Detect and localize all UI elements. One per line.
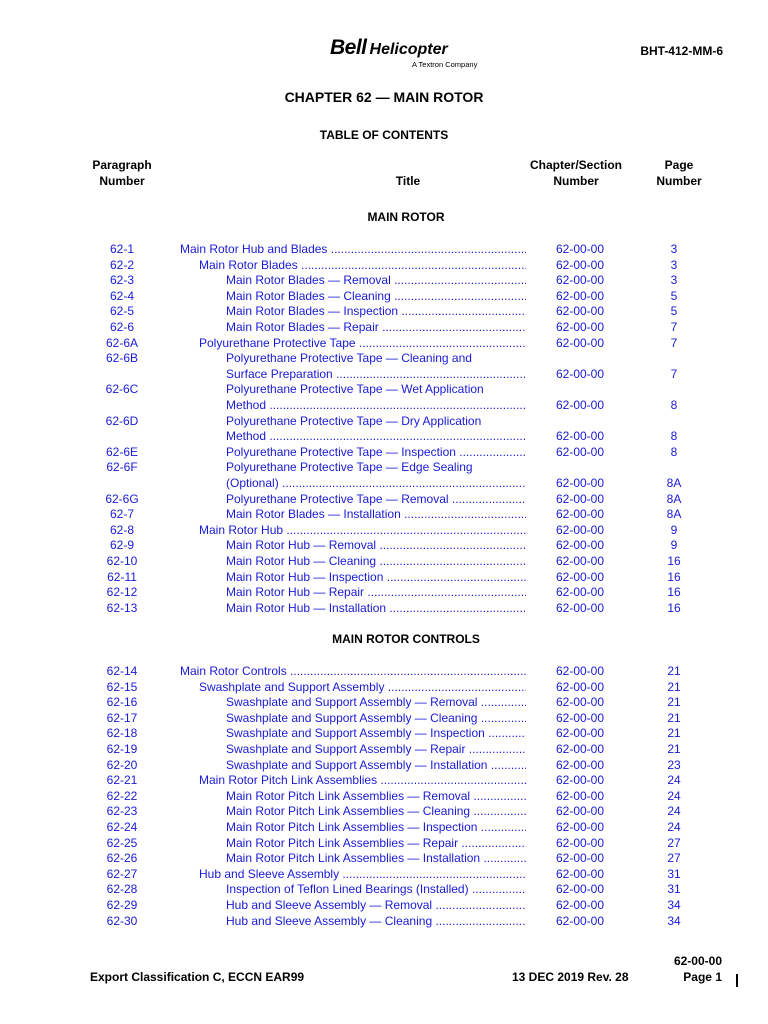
toc-row[interactable] — [0, 757, 768, 773]
toc-title-link[interactable]: Main Rotor Hub — Installation ..... — [226, 600, 526, 616]
toc-row[interactable] — [0, 866, 768, 882]
toc-chapter-section: 62-00-00 — [555, 695, 605, 710]
toc-chapter-section: 62-00-00 — [555, 600, 605, 615]
toc-page-number[interactable]: 7 — [670, 335, 678, 350]
toc-row[interactable] — [0, 272, 768, 288]
toc-para-number: 62-6C — [105, 382, 139, 397]
column-header-paragraph-line2: Number — [99, 174, 145, 188]
footer-section-id: 62-00-00 — [673, 954, 722, 968]
toc-row[interactable] — [0, 850, 768, 866]
column-header-page-number — [638, 157, 720, 189]
toc-row[interactable] — [0, 506, 768, 522]
toc-row[interactable] — [0, 788, 768, 804]
toc-chapter-section: 62-00-00 — [555, 273, 605, 288]
toc-title-link[interactable]: Polyurethane Protective Tape — Edge Sealing — [226, 460, 473, 475]
toc-page-number[interactable]: 3 — [670, 273, 678, 288]
toc-row[interactable] — [0, 288, 768, 304]
footer-export-classification: Export Classification C, ECCN EAR99 — [90, 970, 305, 984]
toc-chapter-section: 62-00-00 — [555, 304, 605, 319]
toc-chapter-section: 62-00-00 — [555, 522, 605, 537]
toc-row[interactable] — [0, 381, 768, 397]
column-header-paragraph-line1: Paragraph — [92, 158, 152, 172]
toc-title-link[interactable]: Main Rotor Hub — Repair ..... — [226, 584, 526, 600]
toc-title-link[interactable]: Polyurethane Protective Tape — Inspection ..... — [226, 444, 526, 460]
toc-title-link[interactable]: Main Rotor Pitch Link Assemblies — Removal ..... — [226, 788, 526, 804]
bell-helicopter-logo — [330, 36, 490, 72]
toc-page-number[interactable]: 27 — [667, 835, 681, 850]
toc-page-number[interactable]: 16 — [667, 600, 681, 615]
toc-title-link[interactable]: Swashplate and Support Assembly ..... — [199, 679, 526, 695]
toc-chapter-section: 62-00-00 — [555, 773, 605, 788]
toc-page-number[interactable]: 23 — [667, 757, 681, 772]
toc-title-link[interactable]: Main Rotor Blades — Inspection ..... — [226, 303, 526, 319]
toc-para-number: 62-15 — [106, 679, 138, 694]
toc-title-link[interactable]: Inspection of Teflon Lined Bearings (Installed) ..... — [226, 881, 526, 897]
toc-chapter-section: 62-00-00 — [555, 554, 605, 568]
toc-chapter-section: 62-00-00 — [555, 429, 605, 444]
toc-page-number[interactable]: 21 — [667, 710, 681, 725]
column-header-page-line1: Page — [664, 158, 694, 172]
toc-row[interactable] — [0, 569, 768, 585]
toc-title-link[interactable]: Swashplate and Support Assembly — Repair ..... — [226, 741, 526, 757]
toc-para-number: 62-16 — [106, 695, 138, 710]
toc-row[interactable] — [0, 600, 768, 616]
toc-row[interactable] — [0, 710, 768, 726]
toc-page-number[interactable]: 3 — [670, 257, 678, 272]
toc-page-number[interactable]: 21 — [667, 726, 681, 741]
toc-page-number[interactable]: 21 — [667, 695, 681, 710]
toc-title-link[interactable]: Polyurethane Protective Tape ..... — [199, 335, 526, 351]
toc-para-number: 62-8 — [109, 522, 135, 537]
toc-para-number: 62-6B — [105, 351, 139, 366]
column-header-title: Title — [395, 174, 421, 188]
toc-para-number: 62-6F — [106, 460, 138, 475]
toc-para-number: 62-6D — [105, 413, 139, 428]
toc-title-link[interactable]: Method ..... — [226, 397, 526, 413]
column-header-paragraph-number — [77, 157, 167, 189]
toc-page-number[interactable]: 27 — [667, 851, 681, 866]
toc-row[interactable] — [0, 663, 768, 679]
toc-para-number: 62-6 — [109, 320, 135, 334]
toc-chapter-section: 62-00-00 — [555, 835, 605, 850]
toc-row[interactable] — [0, 881, 768, 897]
toc-para-number: 62-26 — [106, 851, 138, 866]
toc-title-link[interactable]: Swashplate and Support Assembly — Inspection ..... — [226, 725, 526, 741]
toc-page-number[interactable]: 8 — [670, 398, 678, 412]
toc-page-number[interactable]: 5 — [670, 304, 678, 319]
manual-id: BHT-412-MM-6 — [640, 44, 723, 58]
toc-para-number: 62-6G — [105, 491, 139, 506]
toc-para-number: 62-4 — [109, 288, 135, 303]
toc-chapter-section: 62-00-00 — [555, 257, 605, 272]
footer-page-number: Page 1 — [683, 970, 722, 984]
toc-row[interactable] — [0, 303, 768, 319]
toc-para-number: 62-29 — [106, 898, 138, 912]
toc-title-link[interactable]: Hub and Sleeve Assembly ..... — [199, 866, 526, 882]
toc-page-number[interactable]: 8 — [670, 444, 678, 459]
toc-title-link[interactable]: Polyurethane Protective Tape — Dry Application — [226, 413, 482, 428]
toc-chapter-section: 62-00-00 — [555, 882, 605, 897]
toc-para-number: 62-28 — [106, 882, 138, 897]
toc-title-link[interactable]: Hub and Sleeve Assembly — Cleaning ..... — [226, 913, 526, 929]
toc-chapter-section: 62-00-00 — [555, 804, 605, 819]
column-header-chapter-section-line1: Chapter/Section — [529, 158, 622, 172]
toc-para-number: 62-1 — [109, 242, 135, 256]
toc-row[interactable] — [0, 772, 768, 788]
toc-row[interactable] — [0, 428, 768, 444]
toc-page-number[interactable]: 9 — [670, 522, 678, 537]
toc-row[interactable] — [0, 459, 768, 475]
toc-row[interactable] — [0, 397, 768, 413]
toc-chapter-section: 62-00-00 — [555, 491, 605, 506]
footer-date-revision: 13 DEC 2019 Rev. 28 — [512, 970, 629, 984]
toc-chapter-section: 62-00-00 — [555, 726, 605, 741]
toc-row[interactable] — [0, 897, 768, 913]
toc-page-number[interactable]: 21 — [667, 679, 681, 694]
toc-chapter-section: 62-00-00 — [555, 585, 605, 600]
toc-para-number: 62-20 — [106, 757, 138, 772]
toc-row[interactable] — [0, 444, 768, 460]
toc-page-number[interactable]: 8 — [670, 429, 678, 444]
toc-para-number: 62-11 — [107, 569, 137, 584]
toc-page-number[interactable]: 7 — [670, 366, 678, 381]
toc-para-number: 62-21 — [106, 773, 138, 788]
toc-row[interactable] — [0, 335, 768, 351]
toc-row[interactable] — [0, 241, 768, 257]
section-heading-main-rotor: MAIN ROTOR — [367, 210, 445, 224]
toc-row[interactable] — [0, 913, 768, 929]
toc-para-number: 62-18 — [106, 726, 138, 741]
toc-title-link[interactable]: Main Rotor Pitch Link Assemblies — Inspection ..... — [226, 819, 526, 835]
toc-title-link[interactable]: Main Rotor Hub ..... — [199, 522, 526, 538]
toc-page-number[interactable]: 16 — [667, 585, 681, 600]
toc-page-number[interactable]: 24 — [667, 820, 681, 834]
column-header-chapter-section — [516, 157, 636, 189]
toc-row[interactable] — [0, 350, 768, 366]
toc-para-number: 62-25 — [106, 835, 138, 850]
logo-word-text: Helicopter — [369, 41, 448, 58]
toc-page-number[interactable]: 31 — [667, 882, 681, 897]
toc-para-number: 62-23 — [106, 804, 138, 819]
toc-chapter-section: 62-00-00 — [555, 366, 605, 381]
toc-para-number: 62-30 — [106, 913, 138, 928]
toc-para-number: 62-13 — [106, 600, 138, 615]
toc-title-link[interactable]: Main Rotor Controls ..... — [180, 663, 526, 679]
toc-chapter-section: 62-00-00 — [555, 320, 605, 334]
toc-page-number[interactable]: 16 — [667, 569, 681, 584]
toc-page-number[interactable]: 8A — [666, 507, 682, 522]
logo-brand-text: Bell — [330, 36, 367, 59]
toc-page-number[interactable]: 5 — [670, 288, 678, 303]
toc-chapter-section: 62-00-00 — [555, 444, 605, 459]
toc-chapter-section: 62-00-00 — [555, 538, 605, 553]
toc-title-link[interactable]: Swashplate and Support Assembly — Installation ..... — [226, 757, 526, 773]
toc-page-number[interactable]: 34 — [667, 913, 681, 928]
toc-title-link[interactable]: Surface Preparation ..... — [226, 366, 526, 382]
toc-page-number[interactable]: 8A — [666, 491, 682, 506]
toc-title-link[interactable]: Polyurethane Protective Tape — Wet Application — [226, 382, 484, 397]
toc-row[interactable] — [0, 475, 768, 491]
toc-page-number[interactable]: 24 — [667, 773, 681, 788]
toc-row[interactable] — [0, 366, 768, 382]
toc-para-number: 62-7 — [109, 507, 135, 522]
toc-chapter-section: 62-00-00 — [555, 335, 605, 350]
toc-para-number: 62-6A — [105, 335, 139, 350]
toc-chapter-section: 62-00-00 — [555, 710, 605, 725]
toc-title-link[interactable]: Polyurethane Protective Tape — Cleaning and — [226, 351, 472, 366]
toc-title-link[interactable]: Main Rotor Pitch Link Assemblies — Cleaning ..... — [226, 803, 526, 819]
toc-title-link[interactable]: Main Rotor Blades ..... — [199, 257, 526, 273]
toc-title-link[interactable]: Main Rotor Hub — Removal ..... — [226, 537, 526, 553]
toc-para-number: 62-24 — [106, 820, 138, 834]
toc-para-number: 62-27 — [106, 866, 138, 881]
toc-para-number: 62-22 — [106, 788, 138, 803]
toc-chapter-section: 62-00-00 — [555, 788, 605, 803]
toc-page-number[interactable]: 8A — [666, 476, 682, 490]
toc-title-link[interactable]: Main Rotor Blades — Installation ..... — [226, 506, 526, 522]
toc-row[interactable] — [0, 491, 768, 507]
toc-para-number: 62-6E — [105, 444, 139, 459]
toc-row[interactable] — [0, 835, 768, 851]
toc-page-number[interactable]: 34 — [667, 898, 681, 912]
toc-row[interactable] — [0, 537, 768, 553]
toc-para-number: 62-17 — [106, 710, 138, 725]
toc-page-number[interactable]: 24 — [667, 804, 681, 819]
toc-row[interactable] — [0, 679, 768, 695]
toc-title-link[interactable]: (Optional) ..... — [226, 475, 526, 491]
toc-page-number[interactable]: 21 — [667, 742, 681, 756]
toc-title-link[interactable]: Main Rotor Hub — Inspection ..... — [226, 569, 526, 585]
toc-chapter-section: 62-00-00 — [555, 242, 605, 256]
toc-page-number[interactable]: 9 — [670, 538, 678, 553]
toc-para-number: 62-19 — [106, 742, 138, 756]
toc-chapter-section: 62-00-00 — [555, 742, 605, 756]
toc-chapter-section: 62-00-00 — [555, 507, 605, 522]
toc-row[interactable] — [0, 584, 768, 600]
toc-para-number: 62-9 — [109, 538, 135, 553]
toc-para-number: 62-3 — [109, 273, 135, 288]
toc-chapter-section: 62-00-00 — [555, 820, 605, 834]
toc-chapter-section: 62-00-00 — [555, 569, 605, 584]
toc-title-link[interactable]: Swashplate and Support Assembly — Cleaning ..... — [226, 710, 526, 726]
toc-title-link[interactable]: Polyurethane Protective Tape — Removal ..... — [226, 491, 526, 507]
column-header-page-line2: Number — [656, 174, 702, 188]
toc-row[interactable] — [0, 819, 768, 835]
toc-row[interactable] — [0, 694, 768, 710]
toc-title-link[interactable]: Main Rotor Blades — Repair ..... — [226, 319, 526, 335]
logo-subtitle: A Textron Company — [412, 60, 478, 69]
toc-chapter-section: 62-00-00 — [555, 913, 605, 928]
toc-page-number[interactable]: 21 — [667, 664, 681, 678]
toc-row[interactable] — [0, 741, 768, 757]
toc-chapter-section: 62-00-00 — [555, 851, 605, 866]
toc-para-number: 62-10 — [106, 554, 138, 568]
toc-page-number[interactable]: 3 — [670, 242, 678, 256]
revision-change-bar — [736, 974, 738, 987]
toc-chapter-section: 62-00-00 — [555, 757, 605, 772]
toc-page-number[interactable]: 24 — [667, 788, 681, 803]
toc-row[interactable] — [0, 522, 768, 538]
toc-para-number: 62-12 — [106, 585, 138, 600]
toc-para-number: 62-14 — [106, 664, 138, 678]
toc-chapter-section: 62-00-00 — [555, 398, 605, 412]
toc-title-link[interactable]: Method ..... — [226, 428, 526, 444]
chapter-title: CHAPTER 62 — MAIN ROTOR — [284, 89, 484, 105]
toc-title-link[interactable]: Swashplate and Support Assembly — Removal ..... — [226, 694, 526, 710]
toc-page-number[interactable]: 31 — [667, 866, 681, 881]
toc-row[interactable] — [0, 257, 768, 273]
toc-title-link[interactable]: Main Rotor Blades — Cleaning ..... — [226, 288, 526, 304]
toc-para-number: 62-2 — [109, 257, 135, 272]
toc-chapter-section: 62-00-00 — [555, 288, 605, 303]
section-heading-main-rotor-controls: MAIN ROTOR CONTROLS — [332, 632, 480, 646]
toc-title-link[interactable]: Main Rotor Hub — Cleaning ..... — [226, 553, 526, 569]
toc-title: TABLE OF CONTENTS — [319, 128, 449, 142]
toc-para-number: 62-5 — [109, 304, 135, 319]
toc-chapter-section: 62-00-00 — [555, 476, 605, 490]
toc-row[interactable] — [0, 553, 768, 569]
toc-row[interactable] — [0, 803, 768, 819]
toc-row[interactable] — [0, 725, 768, 741]
toc-row[interactable] — [0, 319, 768, 335]
toc-title-link[interactable]: Main Rotor Blades — Removal ..... — [226, 272, 526, 288]
toc-title-link[interactable]: Main Rotor Pitch Link Assemblies — Installation ..... — [226, 850, 526, 866]
toc-title-link[interactable]: Main Rotor Hub and Blades ..... — [180, 241, 526, 257]
toc-chapter-section: 62-00-00 — [555, 866, 605, 881]
toc-title-link[interactable]: Main Rotor Pitch Link Assemblies — Repair ..... — [226, 835, 526, 851]
toc-row[interactable] — [0, 413, 768, 429]
toc-page-number[interactable]: 16 — [667, 554, 681, 568]
toc-title-link[interactable]: Hub and Sleeve Assembly — Removal ..... — [226, 897, 526, 913]
toc-chapter-section: 62-00-00 — [555, 664, 605, 678]
toc-page-number[interactable]: 7 — [670, 320, 678, 334]
toc-chapter-section: 62-00-00 — [555, 679, 605, 694]
toc-chapter-section: 62-00-00 — [555, 898, 605, 912]
column-header-chapter-section-line2: Number — [553, 174, 599, 188]
toc-title-link[interactable]: Main Rotor Pitch Link Assemblies ..... — [199, 772, 526, 788]
